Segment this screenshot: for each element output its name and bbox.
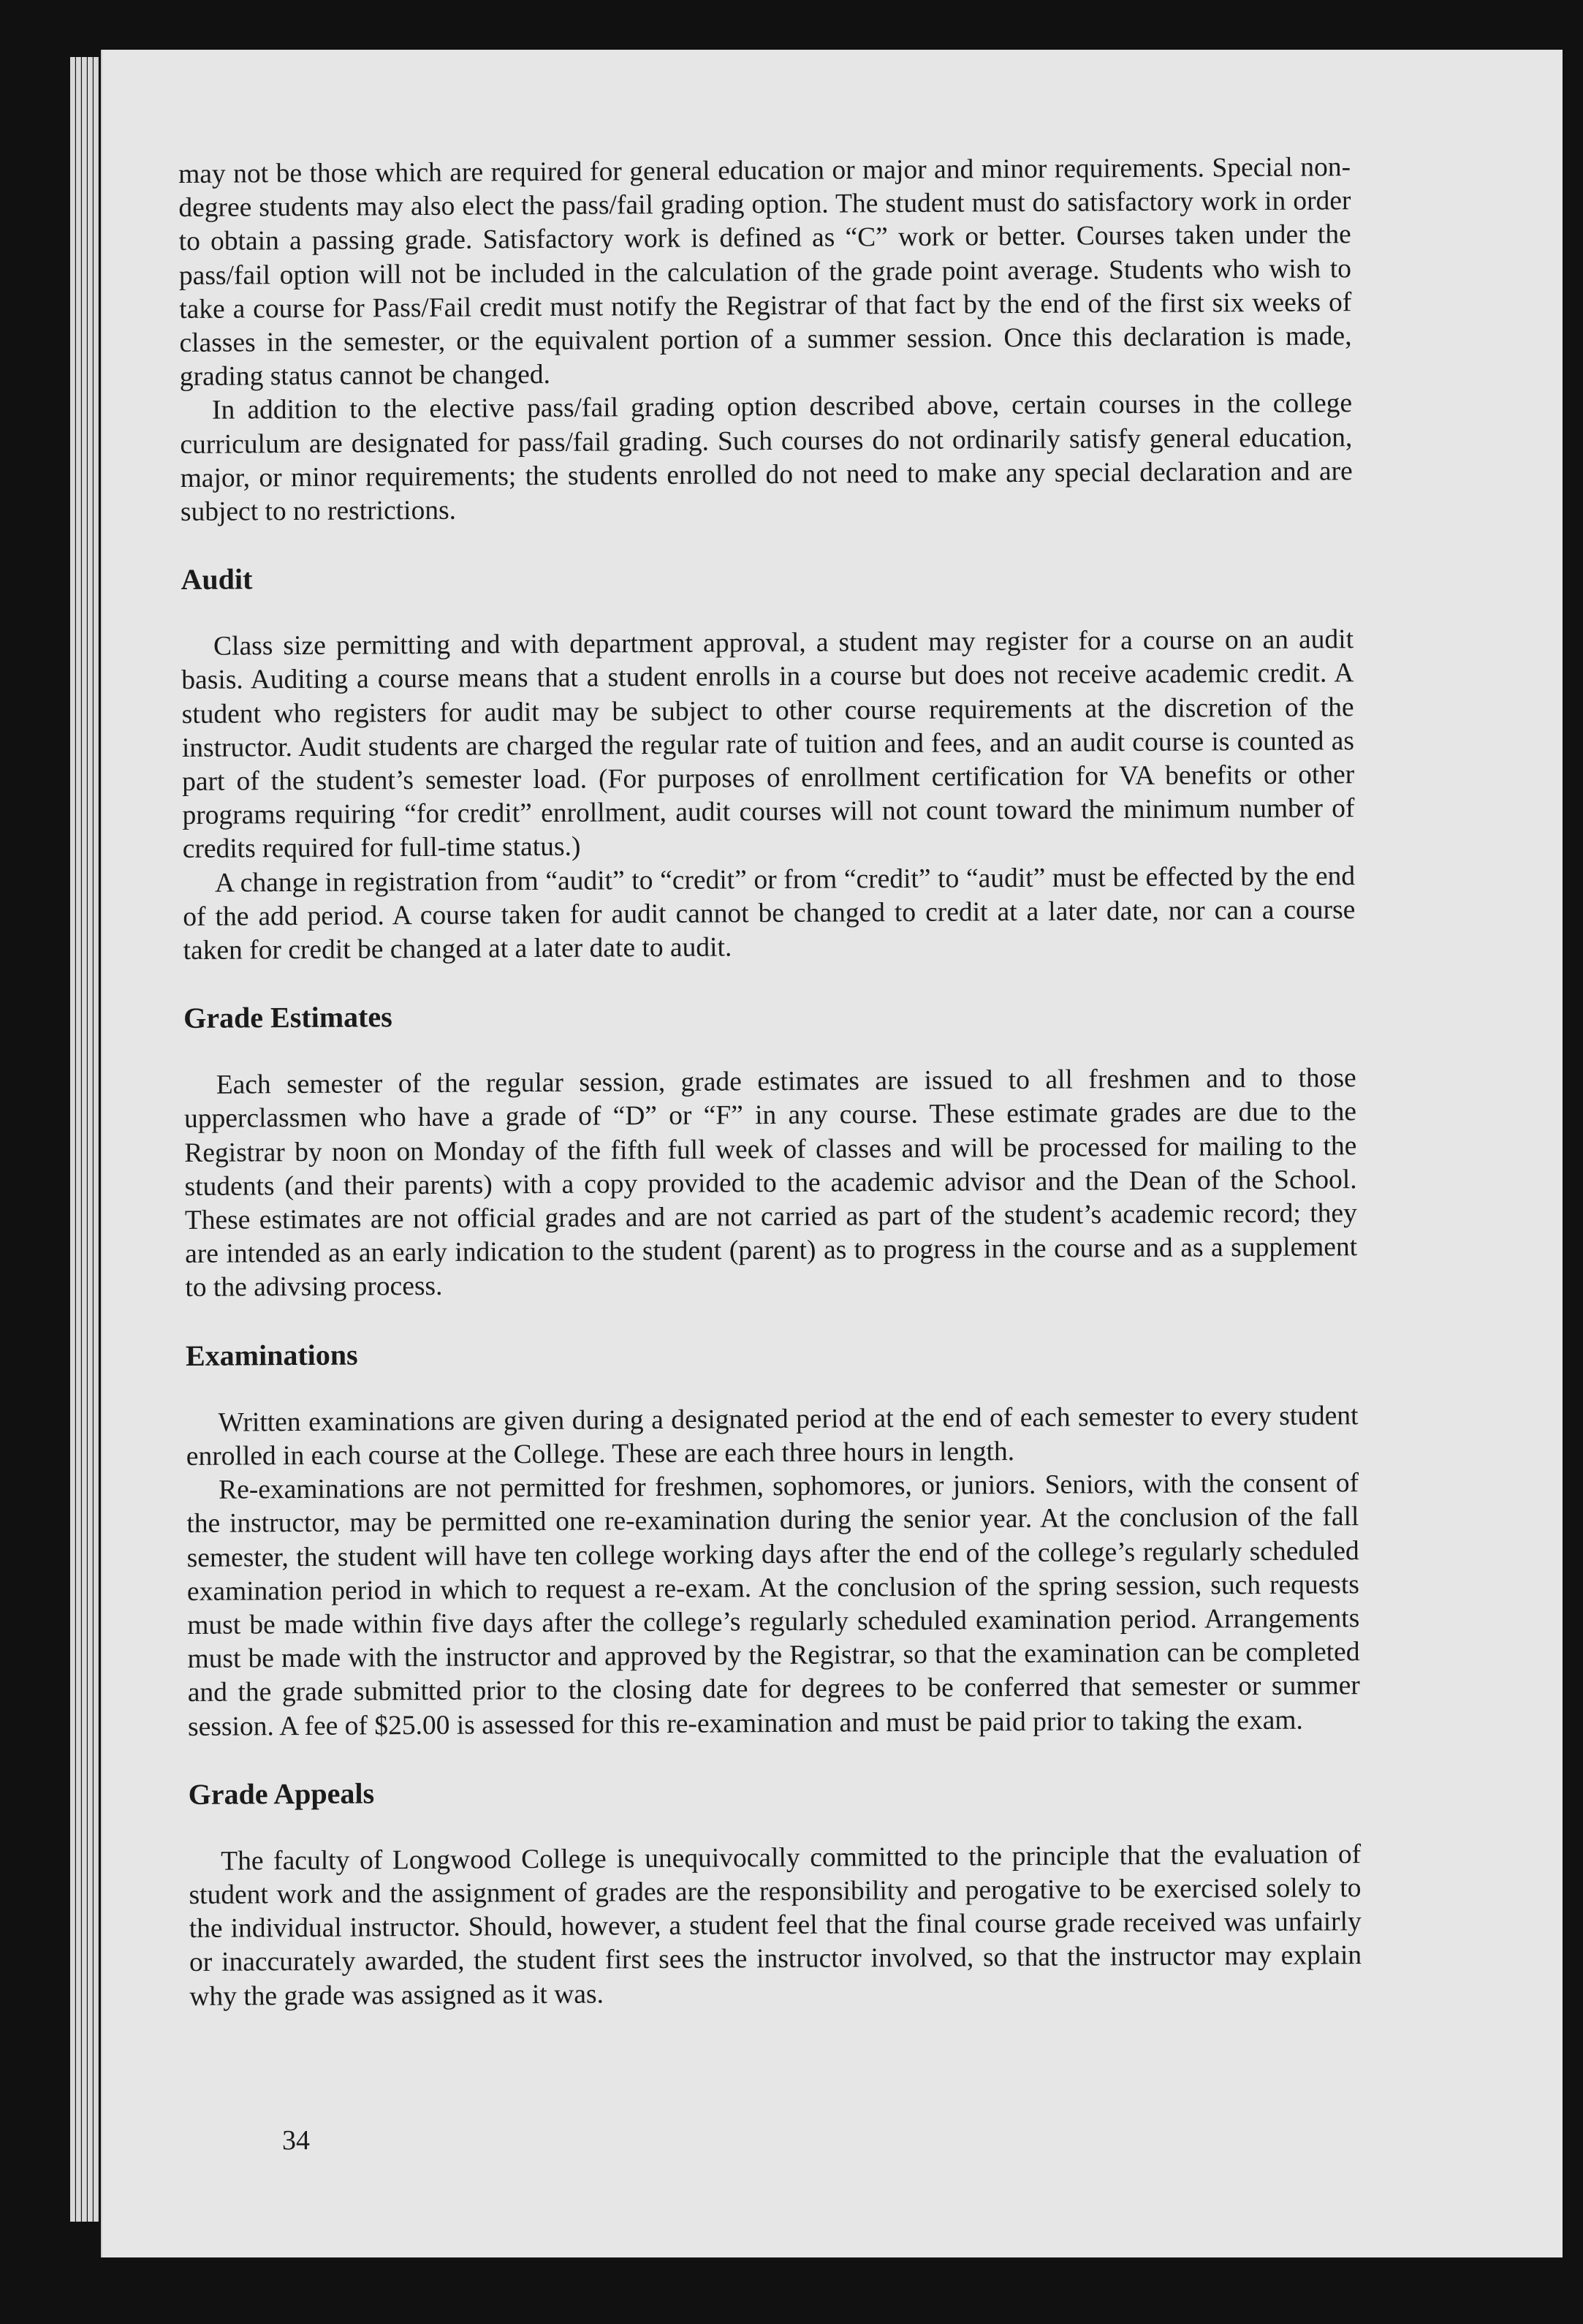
- body-paragraph: Class size permitting and with department approval, a student may register for a course on an audit basis. Auditing a course means that a student enrolls in a course but does not receive academic credit. A student who registers for audit may be subject to other course requirements at the discretion of the instructor. Audit students are charged the regular rate of tuition and fees, and an audit course is counted as part of the student’s semester load. (For purposes of enrollment certification for VA benefits or other programs requiring “for credit” enrollment, audit courses will not count toward the minimum number of credits required for full-time status.): [181, 624, 1355, 865]
- body-paragraph: Written examinations are given during a designated period at the end of each semester to every student enrolled in each course at the College. These are each three hours in length.: [186, 1400, 1359, 1472]
- body-paragraph: In addition to the elective pass/fail grading option described above, certain courses in the college curriculum are designated for pass/fail grading. Such courses do not ordinarily satisfy general education, major, or minor requirements; the students enrolled do not need to make any special declaration and are subject to no restrictions.: [180, 388, 1353, 528]
- body-paragraph: Re-examinations are not permitted for freshmen, sophomores, or juniors. Seniors, with the consent of the instructor, may be permitted one re-examination during the senior year. At the conclusion of the fall semester, the student will have ten college working days after the end of the college’s regularly scheduled examination period in which to request a re-exam. At the conclusion of the spring session, such requests must be made within five days after the college’s regularly scheduled examination period. Arrangements must be made with the instructor and approved by the Registrar, so that the examination can be completed and the grade submitted prior to the closing date for degrees to be conferred that semester or summer session. A fee of $25.00 is assessed for this re-examination and must be paid prior to taking the exam.: [186, 1468, 1360, 1742]
- page-edge: [70, 57, 75, 2222]
- section-heading-grade-estimates: Grade Estimates: [183, 1000, 392, 1035]
- page-edge: [88, 57, 93, 2222]
- page-number: 34: [282, 2125, 310, 2156]
- body-paragraph: Each semester of the regular session, grade estimates are issued to all freshmen and to those upperclassmen who have a grade of “D” or “F” in any course. These estimate grades are due to the Registrar by noon on Monday of the fifth full week of classes and will be processed for mailing to the students (and their parents) with a copy provided to the academic advisor and the Dean of the School. These estimates are not official grades and are not carried as part of the student’s academic record; they are intended as an early indication to the student (parent) as to progress in the course and as a supplement to the adivsing process.: [183, 1063, 1358, 1303]
- page-edge: [94, 57, 99, 2222]
- section-heading-grade-appeals: Grade Appeals: [188, 1776, 375, 1811]
- page-edge: [82, 57, 87, 2222]
- page-text-body: [178, 151, 1362, 2013]
- page-edge: [76, 57, 81, 2222]
- section-heading-audit: Audit: [181, 562, 253, 597]
- body-paragraph: A change in registration from “audit” to “credit” or from “credit” to “audit” must be effected by the end of the add period. A course taken for audit cannot be changed to credit at a later date, nor can a course taken for credit be changed at a later date to audit.: [183, 860, 1356, 966]
- section-heading-examinations: Examinations: [185, 1338, 358, 1372]
- body-paragraph: may not be those which are required for general education or major and minor requirements. Special non-degree students may also elect the pass/fail grading option. The student must do satisfactory work in order to obtain a passing grade. Satisfactory work is defined as “C” work or better. Courses taken under the pass/fail option will not be included in the calculation of the grade point average. Students who wish to take a course for Pass/Fail credit must notify the Registrar of that fact by the end of the first six weeks of classes in the semester, or the equivalent portion of a summer session. Once this declaration is made, grading status cannot be changed.: [178, 152, 1352, 393]
- body-paragraph: The faculty of Longwood College is unequivocally committed to the principle that the evaluation of student work and the assignment of grades are the responsibility and perogative to be exercised solely to the individual instructor. Should, however, a student feel that the final course grade received was unfairly or inaccurately awarded, the student first sees the instructor involved, so that the instructor may explain why the grade was assigned as it was.: [189, 1839, 1362, 2012]
